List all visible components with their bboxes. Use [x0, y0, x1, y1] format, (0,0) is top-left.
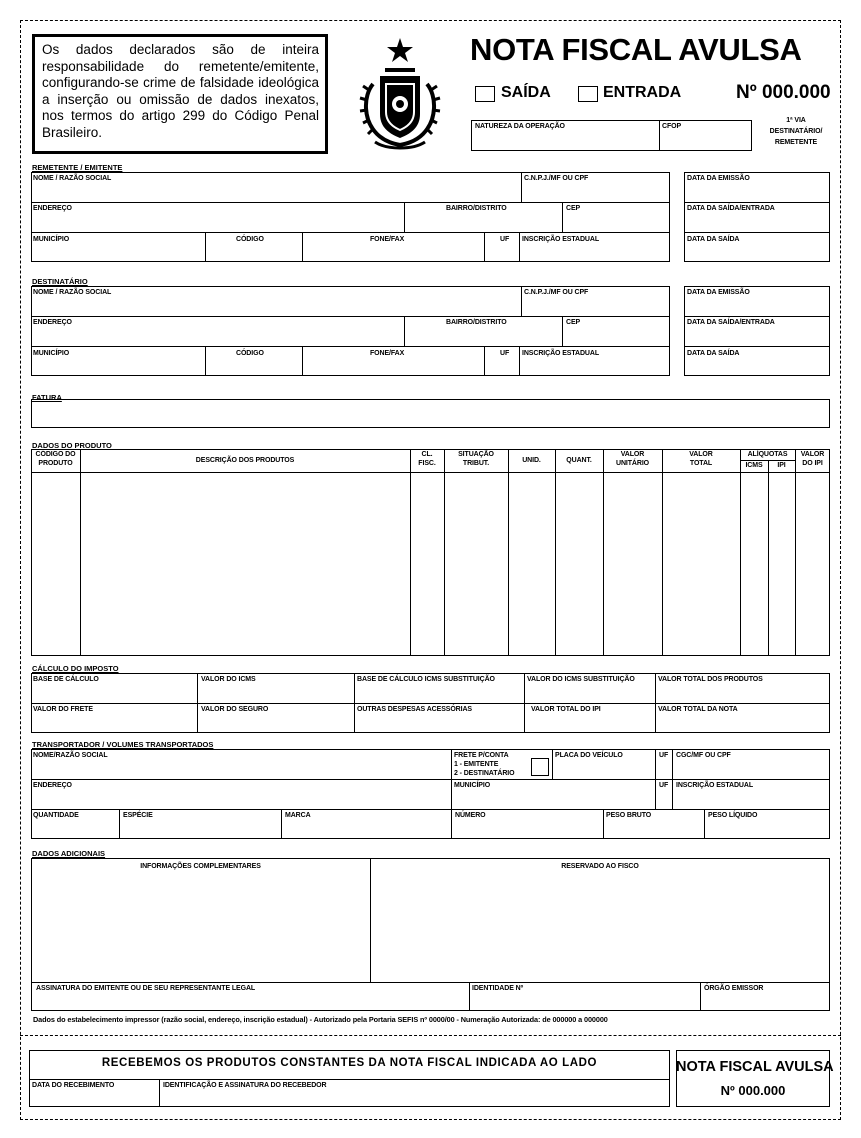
col-valor-unit-1: VALOR — [620, 451, 645, 458]
rem-uf-label: UF — [500, 236, 510, 243]
dest-dates-block — [684, 286, 830, 376]
calc-total-prod-label: VALOR TOTAL DOS PRODUTOS — [658, 676, 763, 683]
transp-nome-label: NOME/RAZÃO SOCIAL — [33, 752, 108, 759]
rem-codigo-label: CÓDIGO — [236, 236, 264, 243]
calc-icms-label: VALOR DO ICMS — [201, 676, 256, 683]
col-valor-total-1: VALOR — [689, 451, 713, 458]
calc-total-nota-label: VALOR TOTAL DA NOTA — [658, 706, 738, 713]
fatura-field[interactable] — [31, 399, 830, 428]
via-label-3: REMETENTE — [774, 139, 818, 146]
recebemos-label: RECEBEMOS OS PRODUTOS CONSTANTES DA NOTA FISCAL INDICADA AO LADO — [101, 1057, 598, 1069]
col-situacao-1: SITUAÇÃO — [458, 451, 494, 458]
reservado-fisco-label: RESERVADO AO FISCO — [561, 863, 639, 870]
col-icms: ICMS — [745, 462, 763, 469]
natureza-label: NATUREZA DA OPERAÇÃO — [475, 123, 565, 130]
calc-base-label: BASE DE CÁLCULO — [33, 676, 99, 683]
rem-cep-label: CEP — [566, 205, 581, 212]
transp-peso-liquido-label: PESO LÍQUIDO — [708, 812, 758, 819]
dest-bairro-label: BAIRRO/DISTRITO — [446, 319, 507, 326]
data-recebimento-label: DATA DO RECEBIMENTO — [32, 1082, 115, 1089]
col-codigo-1: CÓDIGO DO — [35, 451, 76, 458]
col-situacao-2: TRIBUT. — [462, 460, 490, 467]
transp-frete-label: FRETE P/CONTA — [454, 752, 509, 759]
transp-endereco-label: ENDEREÇO — [33, 782, 72, 789]
transp-municipio-label: MUNICÍPIO — [454, 782, 491, 789]
dest-data-saida-entrada-label: DATA DA SAÍDA/ENTRADA — [687, 319, 775, 326]
rem-data-saida-label: DATA DA SAÍDA — [687, 236, 740, 243]
calculo-title: CÁLCULO DO IMPOSTO — [32, 664, 119, 673]
rem-fonefax-label: FONE/FAX — [370, 236, 405, 243]
transp-frete-2: 2 - DESTINATÁRIO — [454, 770, 515, 777]
assinatura-label: ASSINATURA DO EMITENTE OU DE SEU REPRESENTANTE LEGAL — [36, 985, 256, 992]
transp-peso-bruto-label: PESO BRUTO — [606, 812, 652, 819]
transportador-block — [31, 749, 830, 839]
document-number: Nº 000.000 — [736, 82, 831, 103]
dest-endereco-label: ENDEREÇO — [33, 319, 72, 326]
saida-checkbox[interactable] — [475, 86, 495, 102]
col-clfisc-2: FISC. — [418, 460, 436, 467]
col-descricao: DESCRIÇÃO DOS PRODUTOS — [195, 457, 295, 464]
fatura-title: FATURA — [32, 393, 62, 402]
via-label-1: 1ª VIA — [786, 117, 806, 124]
destinatario-block — [31, 286, 670, 376]
rem-dates-block — [684, 172, 830, 262]
transp-inscricao-label: INSCRIÇÃO ESTADUAL — [676, 782, 754, 789]
legal-notice: Os dados declarados são de inteira responsabilidade do remetente/emitente, configurando-se crime de falsidade ideológica a inserção ou omissão de dados inexatos, nos termos do artigo 299 do Código Penal Brasileiro. — [32, 34, 328, 154]
col-codigo-2: PRODUTO — [38, 460, 73, 467]
ident-recebedor-label: IDENTIFICAÇÃO E ASSINATURA DO RECEBEDOR — [163, 1082, 327, 1089]
calc-seguro-label: VALOR DO SEGURO — [201, 706, 269, 713]
transp-uf-label: UF — [659, 752, 669, 759]
canhoto-title: NOTA FISCAL AVULSA — [676, 1059, 834, 1075]
dest-cep-label: CEP — [566, 319, 581, 326]
transp-marca-label: MARCA — [285, 812, 311, 819]
remetente-title: REMETENTE / EMITENTE — [32, 163, 123, 172]
produtos-title: DADOS DO PRODUTO — [32, 441, 112, 450]
transp-quantidade-label: QUANTIDADE — [33, 812, 79, 819]
dest-nome-label: NOME / RAZÃO SOCIAL — [33, 289, 112, 296]
rem-inscricao-label: INSCRIÇÃO ESTADUAL — [522, 236, 600, 243]
saida-label: SAÍDA — [501, 84, 551, 101]
adicionais-title: DADOS ADICIONAIS — [32, 849, 106, 858]
remetente-block — [31, 172, 670, 262]
col-aliquotas: ALÍQUOTAS — [747, 451, 788, 458]
dest-inscricao-label: INSCRIÇÃO ESTADUAL — [522, 350, 600, 357]
dest-municipio-label: MUNICÍPIO — [33, 350, 70, 357]
col-valor-ipi-2: DO IPI — [802, 460, 823, 467]
transp-uf2-label: UF — [659, 782, 669, 789]
col-quant: QUANT. — [566, 457, 592, 464]
frete-checkbox[interactable] — [531, 758, 549, 776]
dest-fonefax-label: FONE/FAX — [370, 350, 405, 357]
rem-bairro-label: BAIRRO/DISTRITO — [446, 205, 507, 212]
col-unid: UNID. — [522, 457, 541, 464]
rem-municipio-label: MUNICÍPIO — [33, 236, 70, 243]
transp-placa-label: PLACA DO VEÍCULO — [555, 752, 623, 759]
rem-nome-label: NOME / RAZÃO SOCIAL — [33, 175, 112, 182]
info-complementares-label: INFORMAÇÕES COMPLEMENTARES — [140, 863, 261, 870]
cfop-label: CFOP — [662, 123, 682, 130]
transportador-title: TRANSPORTADOR / VOLUMES TRANSPORTADOS — [32, 740, 214, 749]
entrada-checkbox[interactable] — [578, 86, 598, 102]
dest-data-emissao-label: DATA DA EMISSÃO — [687, 289, 750, 296]
col-valor-unit-2: UNITÁRIO — [615, 460, 650, 467]
document-title: NOTA FISCAL AVULSA — [470, 32, 802, 67]
entrada-label: ENTRADA — [603, 84, 682, 101]
rem-data-saida-entrada-label: DATA DA SAÍDA/ENTRADA — [687, 205, 775, 212]
dest-codigo-label: CÓDIGO — [236, 350, 264, 357]
calc-total-ipi-label: VALOR TOTAL DO IPI — [531, 706, 601, 713]
coat-of-arms-icon — [355, 34, 445, 152]
calc-icms-sub-label: VALOR DO ICMS SUBSTITUIÇÃO — [527, 676, 635, 683]
transp-frete-1: 1 - EMITENTE — [454, 761, 499, 768]
destinatario-title: DESTINATÁRIO — [32, 277, 88, 286]
rem-endereco-label: ENDEREÇO — [33, 205, 72, 212]
rem-cnpj-label: C.N.P.J./MF OU CPF — [524, 175, 589, 182]
col-valor-total-2: TOTAL — [689, 460, 713, 467]
produtos-table — [31, 449, 830, 656]
rem-data-emissao-label: DATA DA EMISSÃO — [687, 175, 750, 182]
cut-line — [20, 1035, 841, 1036]
col-valor-ipi-1: VALOR — [800, 451, 825, 458]
canhoto-number: Nº 000.000 — [720, 1083, 786, 1098]
dest-uf-label: UF — [500, 350, 510, 357]
col-ipi: IPI — [777, 462, 786, 469]
col-clfisc-1: CL. — [421, 451, 433, 458]
dest-data-saida-label: DATA DA SAÍDA — [687, 350, 740, 357]
printer-note: Dados do estabelecimento impressor (razão social, endereço, inscrição estadual) - Autorizado pela Portaria SEFIS nº 0000/00 - Numeração Autorizada: de 000000 a 000000 — [33, 1015, 608, 1024]
transp-especie-label: ESPÉCIE — [123, 812, 153, 819]
transp-cnpj-label: CGC/MF OU CPF — [676, 752, 731, 759]
orgao-emissor-label: ÓRGÃO EMISSOR — [704, 985, 764, 992]
identidade-label: IDENTIDADE Nº — [472, 985, 524, 992]
transp-numero-label: NÚMERO — [455, 812, 486, 819]
dest-cnpj-label: C.N.P.J./MF OU CPF — [524, 289, 589, 296]
via-label-2: DESTINATÁRIO/ — [769, 128, 823, 135]
calc-base-sub-label: BASE DE CÁLCULO ICMS SUBSTITUIÇÃO — [357, 676, 495, 683]
calc-frete-label: VALOR DO FRETE — [33, 706, 93, 713]
calc-outras-label: OUTRAS DESPESAS ACESSÓRIAS — [357, 706, 472, 713]
